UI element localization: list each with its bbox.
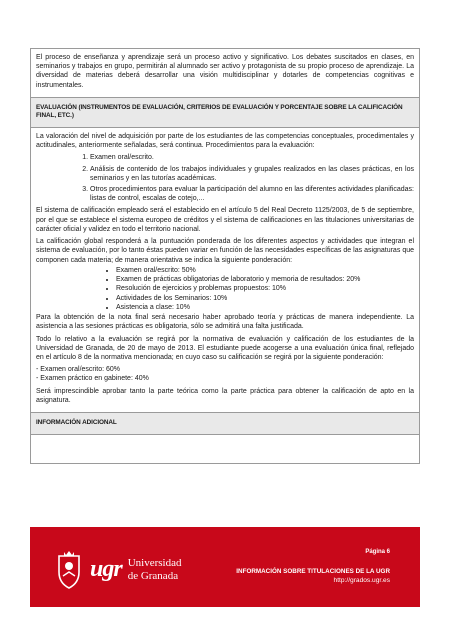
weight-item: • Actividades de los Seminarios: 10% bbox=[116, 294, 414, 303]
single-evaluation-text: Todo lo relativo a la evaluación se regirá por la normativa de evaluación y calificación de los estudiantes de la Universidad de Granada, de 20 de mayo de 2013. El estudiante puede acogerse a una evaluación única final, reflejado en el artículo 8 de la normativa mencionada; en cuyo caso su calificación se regirá por la siguiente ponderación: bbox=[36, 335, 414, 361]
procedure-item: 3. Otros procedimientos para evaluar la participación del alumno en las diferentes actividades planificadas: listas de control, escalas de cotejo,... bbox=[90, 185, 414, 203]
grading-system-text: El sistema de calificación empleado será el establecido en el artículo 5 del Real Decreto 1125/2003, de 5 de septiembre, por el que se establece el sistema europeo de créditos y el sistema de calificaciones en las titulaciones universitarias de carácter oficial y validez en todo el territorio nacional. bbox=[36, 207, 414, 233]
final-grade-text: Para la obtención de la nota final será necesario haber aprobado teoría y prácticas de manera independiente. La asistencia a las sesiones prácticas es obligatoria, sólo se admitirá una falta justificada. bbox=[36, 314, 414, 331]
weight-item: • Resolución de ejercicios y problemas propuestos: 10% bbox=[116, 284, 414, 293]
weights-list bbox=[36, 266, 414, 312]
university-logo bbox=[54, 547, 181, 592]
footer-info-title: INFORMACIÓN SOBRE TITULACIONES DE LA UGR bbox=[236, 568, 390, 575]
footer-info bbox=[236, 567, 390, 586]
guide-table bbox=[30, 48, 420, 464]
granada-crest-icon bbox=[54, 550, 84, 590]
evaluation-intro: La valoración del nivel de adquisición por parte de los estudiantes de las competencias conceptuales, procedimentales y actitudinales, anteriormente señaladas, será continua. Procedimientos para la evaluación: bbox=[36, 132, 414, 150]
footer-banner bbox=[30, 527, 420, 607]
procedure-item: 1. Examen oral/escrito. bbox=[90, 153, 414, 162]
ugr-logo-text: ugr bbox=[90, 556, 122, 582]
procedures-list bbox=[36, 153, 414, 203]
additional-info-cell bbox=[31, 434, 419, 463]
methodology-text: El proceso de enseñanza y aprendizaje será un proceso activo y significativo. Los debates suscitados en clases, en seminarios y trabajos en grupo, permitirán al alumnado ser activo y protagonista de su propio proceso de aprendizaje. La diversidad de materias deberá desarrollar una visión multidisciplinar y dotarles de competencias cognitivas e instrumentales. bbox=[36, 54, 414, 89]
single-eval-item: - Examen oral/escrito: 60% bbox=[36, 366, 121, 374]
procedure-item: 2. Análisis de contenido de los trabajos individuales y grupales realizados en las clases prácticas, en los seminarios y en las tutorías académicas. bbox=[90, 165, 414, 183]
university-name-line1: Universidad bbox=[127, 556, 182, 569]
footer-url[interactable]: http://grados.ugr.es bbox=[333, 577, 390, 585]
weight-item: • Examen de prácticas obligatorias de laboratorio y memoria de resultados: 20% bbox=[116, 275, 414, 284]
additional-info-header: INFORMACIÓN ADICIONAL bbox=[31, 412, 419, 433]
university-name-line2: de Granada bbox=[127, 569, 179, 582]
evaluation-header: EVALUACIÓN (INSTRUMENTOS DE EVALUACIÓN, CRITERIOS DE EVALUACIÓN Y PORCENTAJE SOBRE LA CALIFICACIÓN FINAL, ETC.) bbox=[31, 97, 419, 127]
university-name bbox=[128, 557, 182, 582]
single-eval-item: - Examen práctico en gabinete: 40% bbox=[36, 375, 149, 383]
weight-item: • Asistencia a clase: 10% bbox=[116, 303, 414, 312]
weighting-text: La calificación global responderá a la puntuación ponderada de los diferentes aspectos y actividades que integran el sistema de evaluación, por lo tanto éstas pueden variar en función de las necesidades específicas de las asignaturas que componen cada materia; de manera orientativa se indica la siguiente ponderación: bbox=[36, 238, 414, 264]
weight-item: • Examen oral/escrito: 50% bbox=[116, 266, 414, 275]
page-number: Página 6 bbox=[365, 549, 390, 555]
page-content bbox=[30, 48, 420, 464]
methodology-cell bbox=[31, 49, 419, 97]
pass-requirement-text: Será imprescindible aprobar tanto la parte teórica como la parte práctica para obtener la calificación de apto en la asignatura. bbox=[36, 387, 414, 404]
evaluation-cell bbox=[31, 127, 419, 412]
